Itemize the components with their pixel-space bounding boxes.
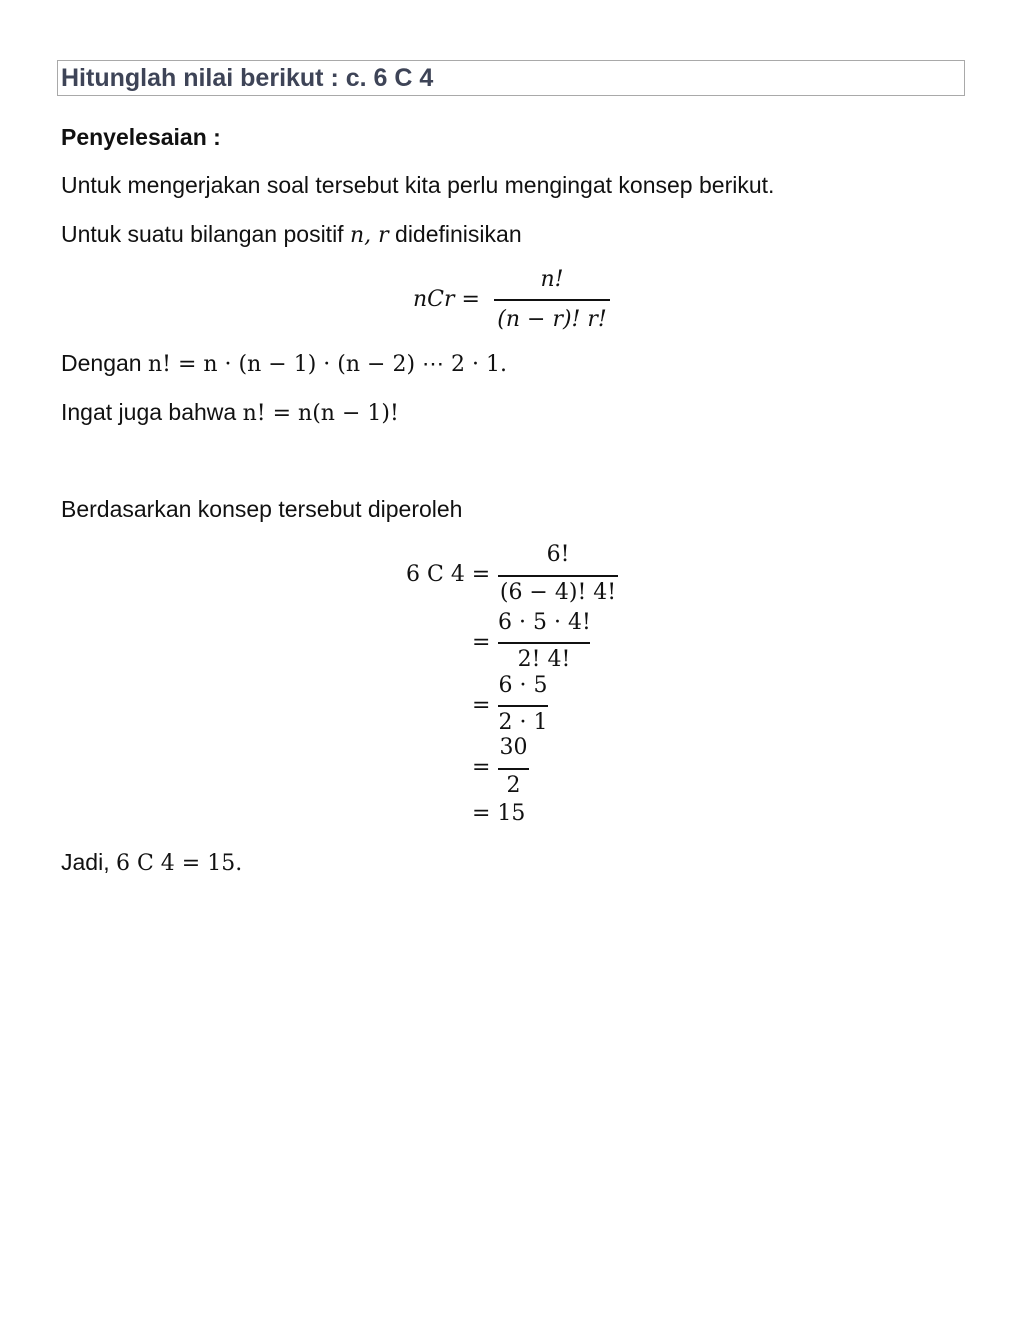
derivation-intro: Berdasarkan konsep tersebut diperoleh — [61, 496, 463, 522]
step3-numerator: 6 · 5 — [498, 673, 548, 698]
ncr-numerator: n! — [540, 267, 564, 292]
step3-equals: = — [472, 693, 491, 718]
step1-fraction-bar — [498, 575, 618, 577]
definition-line — [61, 220, 522, 250]
step4-denominator: 2 — [506, 773, 521, 798]
step4-numerator: 30 — [499, 735, 528, 760]
conclusion-line — [61, 848, 242, 878]
solution-label: Penyelesaian : — [61, 124, 221, 150]
derivation-lhs: 6 C 4 = — [406, 562, 491, 587]
step2-numerator: 6 · 5 · 4! — [498, 610, 591, 635]
step3-fraction-bar — [498, 705, 548, 707]
intro-text: Untuk mengerjakan soal tersebut kita perlu mengingat konsep berikut. — [61, 172, 775, 198]
step4-fraction-bar — [498, 768, 529, 770]
ncr-denominator: (n − r)! r! — [497, 307, 607, 332]
definition-prefix: Untuk suatu bilangan positif — [61, 221, 350, 247]
conclusion-prefix: Jadi, — [61, 849, 116, 875]
step4-equals: = — [472, 755, 491, 780]
definition-suffix: didefinisikan — [388, 221, 522, 247]
ncr-fraction-bar — [494, 299, 610, 301]
conclusion-expression: 6 C 4 = 15. — [115, 851, 243, 876]
question-title: Hitunglah nilai berikut : c. 6 C 4 — [57, 60, 965, 96]
step1-denominator: (6 − 4)! 4! — [499, 580, 617, 605]
recall-expression: n! = n(n − 1)! — [242, 401, 399, 426]
recall-line — [61, 398, 399, 428]
step3-denominator: 2 · 1 — [498, 710, 548, 735]
step1-numerator: 6! — [546, 542, 570, 567]
recall-prefix: Ingat juga bahwa — [61, 399, 243, 425]
factorial-line — [61, 349, 507, 379]
factorial-prefix: Dengan — [61, 350, 148, 376]
step2-fraction-bar — [498, 642, 590, 644]
definition-variables: n, r — [349, 223, 389, 248]
factorial-expression: n! = n · (n − 1) · (n − 2) ⋯ 2 · 1. — [147, 352, 507, 377]
step2-denominator: 2! 4! — [517, 647, 571, 672]
derivation-result: = 15 — [472, 801, 526, 826]
ncr-lhs: nCr = — [413, 287, 480, 312]
step2-equals: = — [472, 630, 491, 655]
